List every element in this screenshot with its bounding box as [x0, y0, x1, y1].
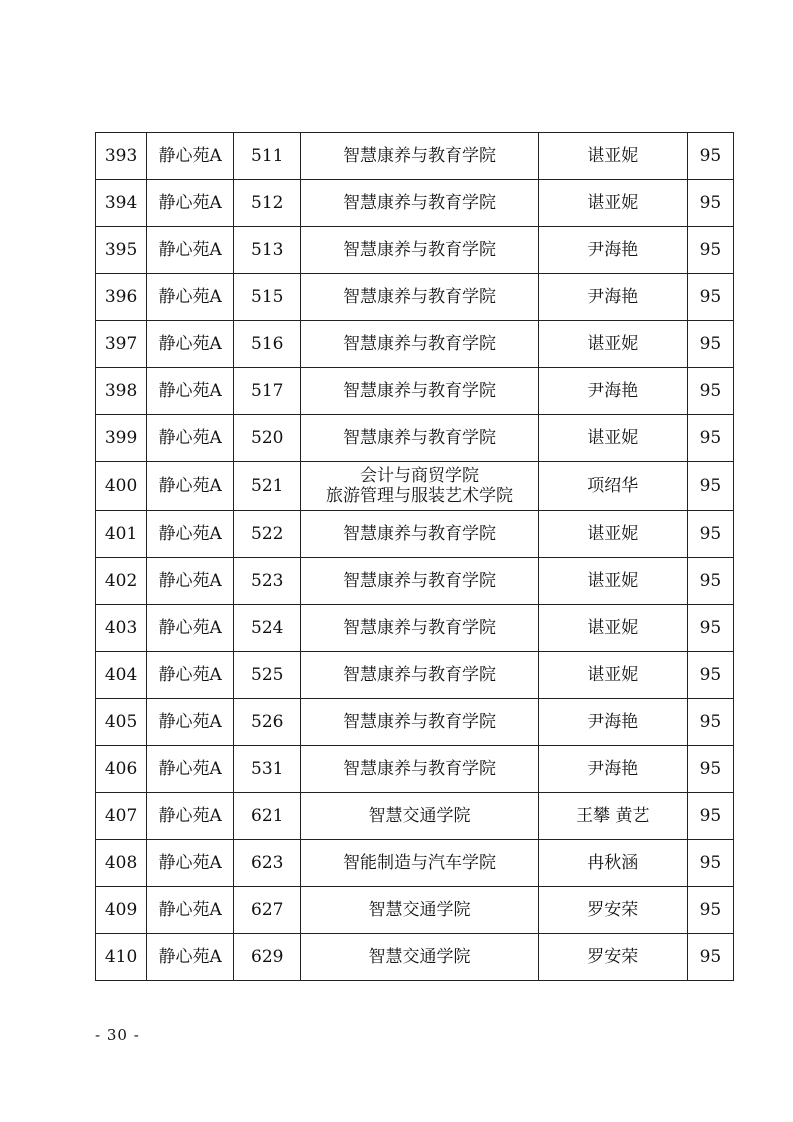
score-cell: 95	[687, 934, 733, 981]
row-number-cell: 397	[96, 321, 147, 368]
room-cell: 523	[234, 558, 301, 605]
college-name: 智慧康养与教育学院	[342, 712, 496, 732]
row-number-cell: 408	[96, 840, 147, 887]
building-cell: 静心苑A	[147, 699, 234, 746]
building-cell: 静心苑A	[147, 462, 234, 511]
room-cell: 522	[234, 511, 301, 558]
score-cell: 95	[687, 840, 733, 887]
room-cell: 629	[234, 934, 301, 981]
score-cell: 95	[687, 321, 733, 368]
building-cell: 静心苑A	[147, 746, 234, 793]
college-cell	[301, 558, 538, 605]
college-cell	[301, 887, 538, 934]
row-number-cell: 405	[96, 699, 147, 746]
table-row	[96, 511, 734, 558]
score-cell: 95	[687, 558, 733, 605]
building-cell: 静心苑A	[147, 605, 234, 652]
manager-cell: 谌亚妮	[538, 133, 687, 180]
building-cell: 静心苑A	[147, 887, 234, 934]
table-row	[96, 699, 734, 746]
manager-cell: 冉秋涵	[538, 840, 687, 887]
manager-cell: 谌亚妮	[538, 605, 687, 652]
college-name: 智慧康养与教育学院	[342, 146, 496, 166]
college-name: 智慧交通学院	[368, 900, 471, 920]
room-cell: 525	[234, 652, 301, 699]
room-cell: 621	[234, 793, 301, 840]
table-row	[96, 652, 734, 699]
table-row	[96, 180, 734, 227]
building-cell: 静心苑A	[147, 511, 234, 558]
score-cell: 95	[687, 415, 733, 462]
manager-cell: 王攀 黄艺	[538, 793, 687, 840]
table-row	[96, 415, 734, 462]
manager-cell: 尹海艳	[538, 746, 687, 793]
college-name: 智慧康养与教育学院	[342, 618, 496, 638]
room-cell: 520	[234, 415, 301, 462]
college-cell	[301, 274, 538, 321]
room-cell: 526	[234, 699, 301, 746]
college-name: 智慧康养与教育学院	[342, 334, 496, 354]
row-number-cell: 402	[96, 558, 147, 605]
row-number-cell: 396	[96, 274, 147, 321]
table-row	[96, 274, 734, 321]
score-cell: 95	[687, 274, 733, 321]
college-name: 智慧康养与教育学院	[342, 571, 496, 591]
score-cell: 95	[687, 887, 733, 934]
college-cell	[301, 321, 538, 368]
building-cell: 静心苑A	[147, 321, 234, 368]
room-cell: 516	[234, 321, 301, 368]
college-cell	[301, 368, 538, 415]
row-number-cell: 394	[96, 180, 147, 227]
room-cell: 515	[234, 274, 301, 321]
college-cell	[301, 652, 538, 699]
dorm-score-table	[95, 132, 734, 981]
room-cell: 627	[234, 887, 301, 934]
row-number-cell: 406	[96, 746, 147, 793]
room-cell: 623	[234, 840, 301, 887]
room-cell: 511	[234, 133, 301, 180]
table-row	[96, 746, 734, 793]
college-cell	[301, 511, 538, 558]
college-name: 智能制造与汽车学院	[342, 853, 496, 873]
row-number-cell: 398	[96, 368, 147, 415]
college-cell	[301, 699, 538, 746]
college-name: 智慧康养与教育学院	[342, 193, 496, 213]
building-cell: 静心苑A	[147, 274, 234, 321]
score-cell: 95	[687, 699, 733, 746]
manager-cell: 谌亚妮	[538, 511, 687, 558]
manager-cell: 谌亚妮	[538, 321, 687, 368]
college-name: 旅游管理与服装艺术学院	[325, 486, 513, 506]
page-number: - 30 -	[95, 1026, 140, 1044]
room-cell: 517	[234, 368, 301, 415]
row-number-cell: 400	[96, 462, 147, 511]
table-row	[96, 887, 734, 934]
building-cell: 静心苑A	[147, 227, 234, 274]
building-cell: 静心苑A	[147, 793, 234, 840]
score-cell: 95	[687, 511, 733, 558]
college-cell	[301, 180, 538, 227]
college-name: 智慧康养与教育学院	[342, 240, 496, 260]
manager-cell: 项绍华	[538, 462, 687, 511]
row-number-cell: 401	[96, 511, 147, 558]
college-cell	[301, 133, 538, 180]
room-cell: 524	[234, 605, 301, 652]
score-cell: 95	[687, 133, 733, 180]
college-cell	[301, 227, 538, 274]
row-number-cell: 403	[96, 605, 147, 652]
college-cell	[301, 605, 538, 652]
college-name: 智慧康养与教育学院	[342, 524, 496, 544]
manager-cell: 尹海艳	[538, 699, 687, 746]
manager-cell: 谌亚妮	[538, 558, 687, 605]
score-cell: 95	[687, 462, 733, 511]
row-number-cell: 393	[96, 133, 147, 180]
manager-cell: 谌亚妮	[538, 180, 687, 227]
table-row	[96, 462, 734, 511]
college-name: 智慧康养与教育学院	[342, 665, 496, 685]
college-cell	[301, 793, 538, 840]
manager-cell: 尹海艳	[538, 227, 687, 274]
manager-cell: 尹海艳	[538, 274, 687, 321]
college-name: 智慧康养与教育学院	[342, 759, 496, 779]
manager-cell: 罗安荣	[538, 934, 687, 981]
building-cell: 静心苑A	[147, 415, 234, 462]
college-name: 智慧康养与教育学院	[342, 287, 496, 307]
college-name: 智慧交通学院	[368, 947, 471, 967]
manager-cell: 谌亚妮	[538, 652, 687, 699]
table-body	[96, 133, 734, 981]
score-cell: 95	[687, 605, 733, 652]
table-row	[96, 934, 734, 981]
manager-cell: 谌亚妮	[538, 415, 687, 462]
table-row	[96, 133, 734, 180]
college-cell	[301, 840, 538, 887]
room-cell: 513	[234, 227, 301, 274]
table-row	[96, 227, 734, 274]
score-cell: 95	[687, 180, 733, 227]
college-name: 智慧交通学院	[368, 806, 471, 826]
table-row	[96, 321, 734, 368]
manager-cell: 罗安荣	[538, 887, 687, 934]
building-cell: 静心苑A	[147, 180, 234, 227]
building-cell: 静心苑A	[147, 368, 234, 415]
college-name: 智慧康养与教育学院	[342, 381, 496, 401]
score-cell: 95	[687, 368, 733, 415]
room-cell: 521	[234, 462, 301, 511]
building-cell: 静心苑A	[147, 652, 234, 699]
score-cell: 95	[687, 746, 733, 793]
college-name: 智慧康养与教育学院	[342, 428, 496, 448]
room-cell: 531	[234, 746, 301, 793]
row-number-cell: 410	[96, 934, 147, 981]
college-cell	[301, 462, 538, 511]
table-row	[96, 605, 734, 652]
row-number-cell: 399	[96, 415, 147, 462]
college-cell	[301, 934, 538, 981]
score-cell: 95	[687, 652, 733, 699]
college-name: 会计与商贸学院	[359, 466, 479, 486]
building-cell: 静心苑A	[147, 934, 234, 981]
table-row	[96, 368, 734, 415]
score-cell: 95	[687, 227, 733, 274]
row-number-cell: 395	[96, 227, 147, 274]
table-row	[96, 840, 734, 887]
table-row	[96, 558, 734, 605]
college-cell	[301, 746, 538, 793]
score-cell: 95	[687, 793, 733, 840]
table-row	[96, 793, 734, 840]
row-number-cell: 404	[96, 652, 147, 699]
row-number-cell: 409	[96, 887, 147, 934]
building-cell: 静心苑A	[147, 133, 234, 180]
manager-cell: 尹海艳	[538, 368, 687, 415]
room-cell: 512	[234, 180, 301, 227]
row-number-cell: 407	[96, 793, 147, 840]
building-cell: 静心苑A	[147, 558, 234, 605]
building-cell: 静心苑A	[147, 840, 234, 887]
college-cell	[301, 415, 538, 462]
